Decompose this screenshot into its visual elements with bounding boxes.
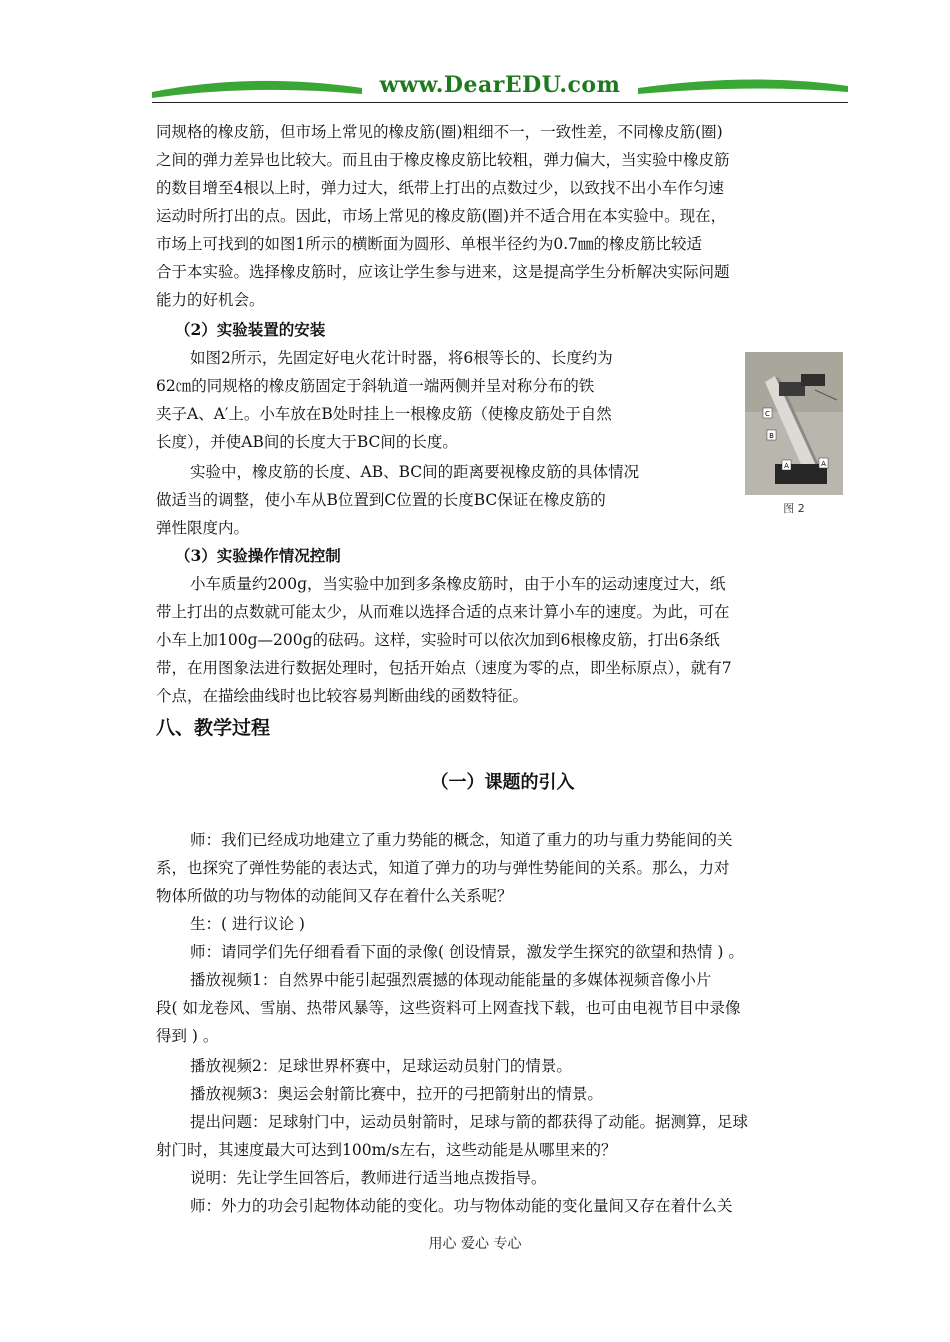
site-logo[interactable]: www.DearEDU.com <box>379 72 621 98</box>
subsection-heading: （一）课题的引入 <box>430 772 575 793</box>
text-line: 师：我们已经成功地建立了重力势能的概念，知道了重力的功与重力势能间的关 <box>190 831 733 849</box>
text-line: 带上打出的点数就可能太少，从而难以选择合适的点来计算小车的速度。为此，可在 <box>156 603 730 621</box>
text-line: 能力的好机会。 <box>156 291 265 309</box>
text-line: 师：请同学们先仔细看看下面的录像( 创设情景，激发学生探究的欲望和热情 ) 。 <box>190 943 744 961</box>
text-line: 之间的弹力差异也比较大。而且由于橡皮橡皮筋比较粗，弹力偏大，当实验中橡皮筋 <box>156 151 730 169</box>
text-line: 同规格的橡皮筋，但市场上常见的橡皮筋(圈)粗细不一，一致性差，不同橡皮筋(圈) <box>156 123 723 141</box>
text-line: 弹性限度内。 <box>156 519 250 537</box>
text-line: 师：外力的功会引起物体动能的变化。功与物体动能的变化量间又存在着什么关 <box>190 1197 733 1215</box>
figure-label-c: C <box>765 410 770 418</box>
figure-label-a: A <box>784 462 789 470</box>
text-line: 射门时，其速度最大可达到100m/s左右，这些动能是从哪里来的？ <box>156 1141 617 1159</box>
site-header <box>152 70 848 106</box>
text-line: 合于本实验。选择橡皮筋时，应该让学生参与进来，这是提高学生分析解决实际问题 <box>156 263 730 281</box>
text-line: 说明：先让学生回答后，教师进行适当地点拨指导。 <box>190 1169 547 1187</box>
text-line: 播放视频2：足球世界杯赛中，足球运动员射门的情景。 <box>190 1057 572 1075</box>
subsection-title: （2）实验装置的安装 <box>175 320 326 339</box>
text-line: 运动时所打出的点。因此，市场上常见的橡皮筋(圈)并不适合用在本实验中。现在， <box>156 207 727 225</box>
text-line: 62㎝的同规格的橡皮筋固定于斜轨道一端两侧并呈对称分布的铁 <box>156 377 595 395</box>
text-line: 市场上可找到的如图1所示的横断面为圆形、单根半径约为0.7㎜的橡皮筋比较适 <box>156 235 703 253</box>
text-line: 做适当的调整，使小车从B位置到C位置的长度BC保证在橡皮筋的 <box>156 491 606 509</box>
figure-label-a-prime: A <box>821 460 826 468</box>
figure-label-b: B <box>769 432 774 440</box>
text-line: 播放视频1：自然界中能引起强烈震撼的体现动能能量的多媒体视频音像小片 <box>190 971 712 989</box>
text-line: 生：( 进行议论 ) <box>190 915 305 933</box>
text-line: 物体所做的功与物体的动能间又存在着什么关系呢？ <box>156 887 513 905</box>
header-rule <box>152 102 848 103</box>
text-line: 的数目增至4根以上时，弹力过大，纸带上打出的点数过少，以致找不出小车作匀速 <box>156 179 724 197</box>
text-line: 小车上加100ɡ—200ɡ的砝码。这样，实验时可以依次加到6根橡皮筋，打出6条纸 <box>156 631 720 649</box>
text-line: 实验中，橡皮筋的长度、AB、BC间的距离要视橡皮筋的具体情况 <box>190 463 640 481</box>
page-footer: 用心 爱心 专心 <box>428 1236 522 1252</box>
text-line: 提出问题：足球射门中，运动员射箭时，足球与箭的都获得了动能。据测算，足球 <box>190 1113 749 1131</box>
subsection-title: （3）实验操作情况控制 <box>175 546 341 565</box>
text-line: 个点，在描绘曲线时也比较容易判断曲线的函数特征。 <box>156 687 529 705</box>
text-line: 如图2所示，先固定好电火花计时器，将6根等长的、长度约为 <box>190 349 613 367</box>
section-heading: 八、教学过程 <box>156 717 271 739</box>
text-line: 系，也探究了弹性势能的表达式，知道了弹力的功与弹性势能间的关系。那么，力对 <box>156 859 730 877</box>
text-line: 带，在用图象法进行数据处理时，包括开始点（速度为零的点，即坐标原点），就有7 <box>156 659 732 677</box>
text-line: 得到 ) 。 <box>156 1027 219 1045</box>
text-line: 夹子A、A′上。小车放在B处时挂上一根橡皮筋（使橡皮筋处于自然 <box>156 405 612 423</box>
text-line: 小车质量约200ɡ，当实验中加到多条橡皮筋时，由于小车的运动速度过大，纸 <box>190 575 726 593</box>
apparatus-photo <box>745 352 843 495</box>
figure-caption: 图 2 <box>783 502 805 515</box>
text-line: 段( 如龙卷风、雪崩、热带风暴等，这些资料可上网查找下载，也可由电视节目中录像 <box>156 999 741 1017</box>
text-line: 长度），并使AB间的长度大于BC间的长度。 <box>156 433 458 451</box>
text-line: 播放视频3：奥运会射箭比赛中，拉开的弓把箭射出的情景。 <box>190 1085 603 1103</box>
